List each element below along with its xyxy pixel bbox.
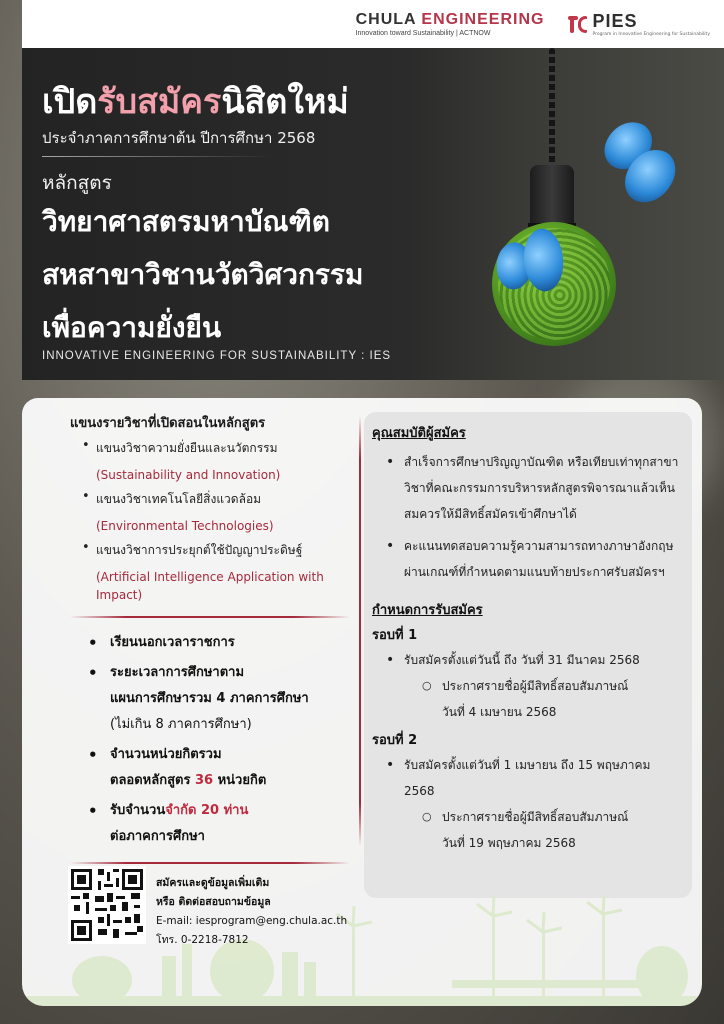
qr-code[interactable] [68,866,146,944]
pies-logo-sub: Program in Innovative Engineering for Sustainability [592,32,710,37]
header-bar [22,0,724,48]
bulb-wire [549,48,555,172]
feature-item: • จำนวนหน่วยกิตรวม ตลอดหลักสูตร 36 หน่วยกิต [70,742,350,794]
list-item: • แขนงวิชาความยั่งยืนและนวัตกรรม (Sustainability and Innovation) [70,439,350,484]
contact-line-1: สมัครและดูข้อมูลเพิ่มเติม [156,877,270,889]
logo-text-engineering: ENGINEERING [421,11,545,28]
sub-list-item: ○ ประกาศรายชื่อผู้มีสิทธิ์สอบสัมภาษณ์ วันที่ 19 พฤษภาคม 2568 [372,804,682,856]
program-label: หลักสูตร [42,172,112,194]
qualifications-heading: คุณสมบัติผู้สมัคร [372,426,466,441]
headline: เปิดรับสมัครนิสิตใหม่ [42,82,349,122]
feature-item: • เรียนนอกเวลาราชการ [70,630,350,656]
round-2-label: รอบที่ 2 [372,733,418,748]
contact-line-2: หรือ ติดต่อสอบถามข้อมูล [156,896,271,908]
title-panel [22,48,724,380]
semester-text: ประจำภาคการศึกษาต้น ปีการศึกษา 2568 [42,129,316,147]
feature-item: • รับจำนวนจำกัด 20 ท่าน ต่อภาคการศึกษา [70,798,350,850]
degree-line-2: สหสาขาวิชานวัตวิศวกรรม [42,258,364,291]
title-divider [42,156,272,157]
logo-text-chula: CHULA [355,11,422,28]
list-item: • รับสมัครตั้งแต่วันนี้ ถึง วันที่ 31 มีนาคม 2568 [372,647,682,673]
list-item: • คะแนนทดสอบความรู้ความสามารถทางภาษาอังกฤษผ่านเกณฑ์ที่กำหนดตามแนบท้ายประกาศรับสมัครฯ [372,533,682,585]
content-card [22,398,702,1006]
list-item: • แขนงวิชาการประยุกต์ใช้ปัญญาประดิษฐ์ (Artificial Intelligence Application with Impact) [70,541,350,604]
logo-tagline: Innovation toward Sustainability | ACTNOW [355,30,491,37]
requirements-box [364,412,692,898]
feature-item: • ระยะเวลาการศึกษาตาม แผนการศึกษารวม 4 ภาคการศึกษา (ไม่เกิน 8 ภาคการศึกษา) [70,660,350,738]
contact-info [156,874,376,950]
column-divider [359,416,361,846]
left-column [70,412,350,876]
degree-line-3: เพื่อความยั่งยืน [42,311,222,344]
round-1-label: รอบที่ 1 [372,628,418,643]
section-divider [70,616,350,618]
english-program-name: INNOVATIVE ENGINEERING FOR SUSTAINABILITY : IES [42,350,392,362]
list-item: • แขนงวิชาเทคโนโลยีสิ่งแวดล้อม (Environmental Technologies) [70,490,350,535]
sub-list-item: ○ ประกาศรายชื่อผู้มีสิทธิ์สอบสัมภาษณ์ วันที่ 4 เมษายน 2568 [372,673,682,725]
pies-logo-text: PIES [592,11,638,31]
tracks-heading: แขนงรายวิชาที่เปิดสอนในหลักสูตร [70,416,266,431]
list-item: • รับสมัครตั้งแต่วันที่ 1 เมษายน ถึง 15 พฤษภาคม 2568 [372,752,682,804]
pies-mark-icon [566,13,588,35]
list-item: • สำเร็จการศึกษาปริญญาบัณฑิต หรือเทียบเท่าทุกสาขาวิชาที่คณะกรรมการบริหารหลักสูตรพิจารณาแล้วเห็นสมควรให้มีสิทธิ์สมัครเข้าศึกษาได้ [372,449,682,527]
contact-phone[interactable]: โทร. 0-2218-7812 [156,934,249,946]
schedule-heading: กำหนดการรับสมัคร [372,603,483,618]
section-divider [70,862,350,864]
degree-line-1: วิทยาศาสตรมหาบัณฑิต [42,205,330,238]
chula-engineering-logo [356,11,545,37]
pies-logo [566,11,710,37]
contact-email[interactable]: E-mail: iesprogram@eng.chula.ac.th [156,915,348,927]
